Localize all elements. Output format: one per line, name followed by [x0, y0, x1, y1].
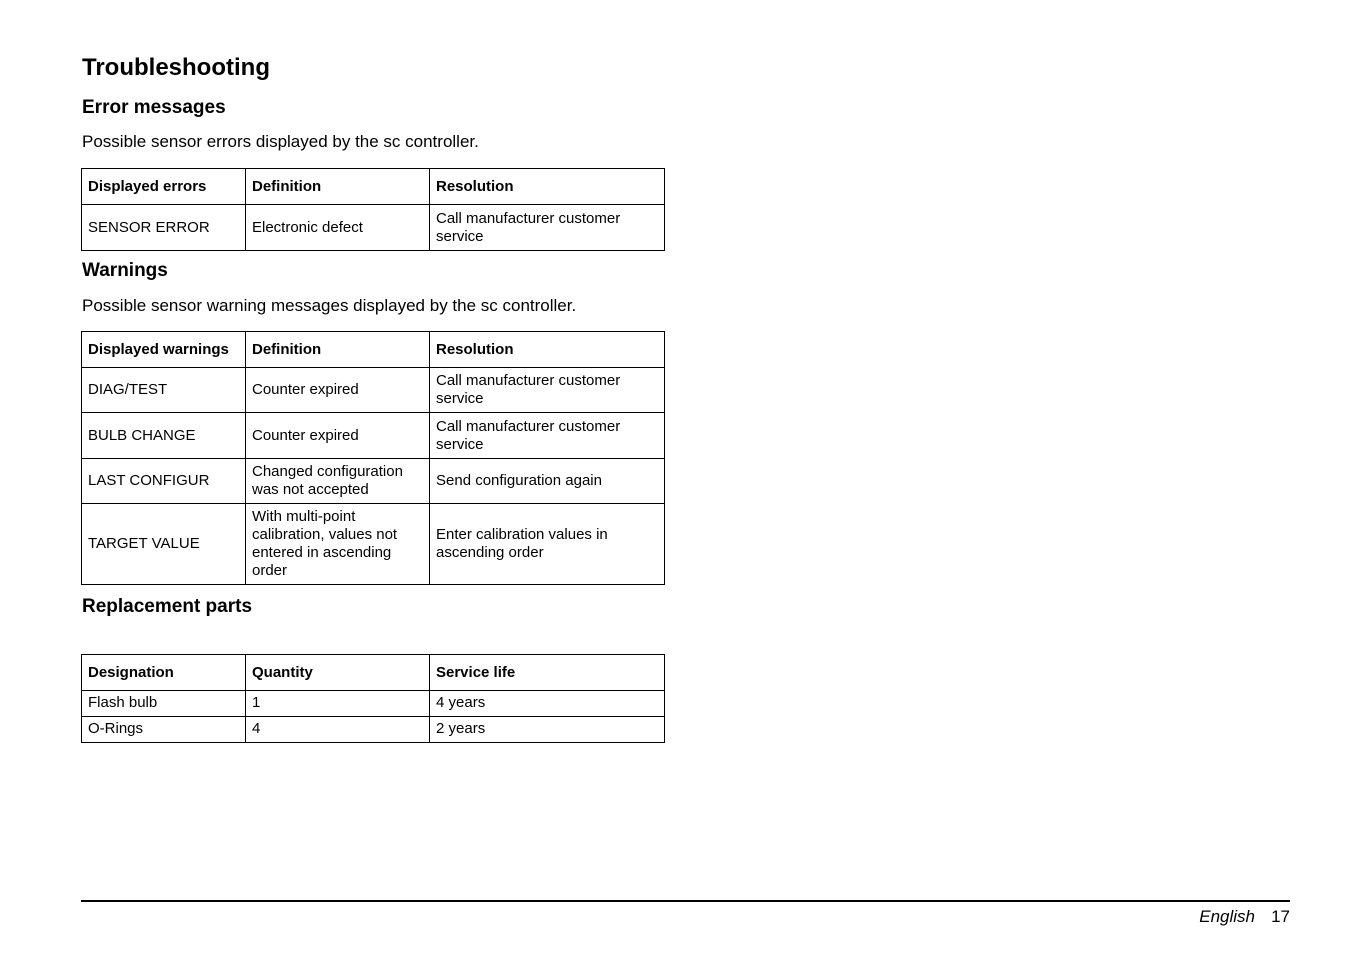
- page-number: 17: [1271, 907, 1290, 926]
- table-cell: Electronic defect: [246, 205, 430, 251]
- table-cell: Counter expired: [246, 413, 430, 459]
- column-header: Resolution: [430, 169, 665, 205]
- replacement-parts-table: [81, 654, 665, 743]
- table-cell: 4 years: [430, 691, 665, 717]
- replacement-parts-heading: Replacement parts: [82, 596, 253, 617]
- table-cell: SENSOR ERROR: [82, 205, 246, 251]
- column-header: Service life: [430, 655, 665, 691]
- table-cell: Flash bulb: [82, 691, 246, 717]
- table-cell: Call manufacturer customer service: [430, 368, 665, 413]
- table-row: [82, 368, 665, 413]
- table-cell: Counter expired: [246, 368, 430, 413]
- warnings-intro: Possible sensor warning messages displayed by the sc controller.: [82, 296, 577, 315]
- table-cell: 2 years: [430, 717, 665, 743]
- table-cell: Changed configuration was not accepted: [246, 459, 430, 504]
- column-header: Designation: [82, 655, 246, 691]
- table-cell: LAST CONFIGUR: [82, 459, 246, 504]
- table-cell: Call manufacturer customer service: [430, 413, 665, 459]
- error-messages-table: [81, 168, 665, 251]
- error-messages-intro: Possible sensor errors displayed by the sc controller.: [82, 132, 479, 151]
- error-messages-heading: Error messages: [82, 97, 226, 118]
- table-row: [82, 459, 665, 504]
- table-cell: O-Rings: [82, 717, 246, 743]
- table-header-row: [82, 332, 665, 368]
- column-header: Resolution: [430, 332, 665, 368]
- table-cell: 4: [246, 717, 430, 743]
- table-header-row: [82, 169, 665, 205]
- table-row: [82, 717, 665, 743]
- column-header: Displayed errors: [82, 169, 246, 205]
- table-cell: Enter calibration values in ascending order: [430, 504, 665, 585]
- table-header-row: [82, 655, 665, 691]
- column-header: Quantity: [246, 655, 430, 691]
- table-row: [82, 413, 665, 459]
- warnings-heading: Warnings: [82, 260, 168, 281]
- table-cell: DIAG/TEST: [82, 368, 246, 413]
- table-cell: 1: [246, 691, 430, 717]
- warnings-table: [81, 331, 665, 585]
- table-cell: Call manufacturer customer service: [430, 205, 665, 251]
- table-cell: BULB CHANGE: [82, 413, 246, 459]
- table-cell: Send configuration again: [430, 459, 665, 504]
- footer-language: English: [1199, 907, 1255, 926]
- column-header: Definition: [246, 169, 430, 205]
- table-cell: TARGET VALUE: [82, 504, 246, 585]
- table-row: [82, 504, 665, 585]
- table-row: [82, 205, 665, 251]
- table-cell: With multi-point calibration, values not entered in ascending order: [246, 504, 430, 585]
- column-header: Definition: [246, 332, 430, 368]
- column-header: Displayed warnings: [82, 332, 246, 368]
- page-title: Troubleshooting: [82, 54, 270, 81]
- footer-divider: [81, 900, 1290, 902]
- table-row: [82, 691, 665, 717]
